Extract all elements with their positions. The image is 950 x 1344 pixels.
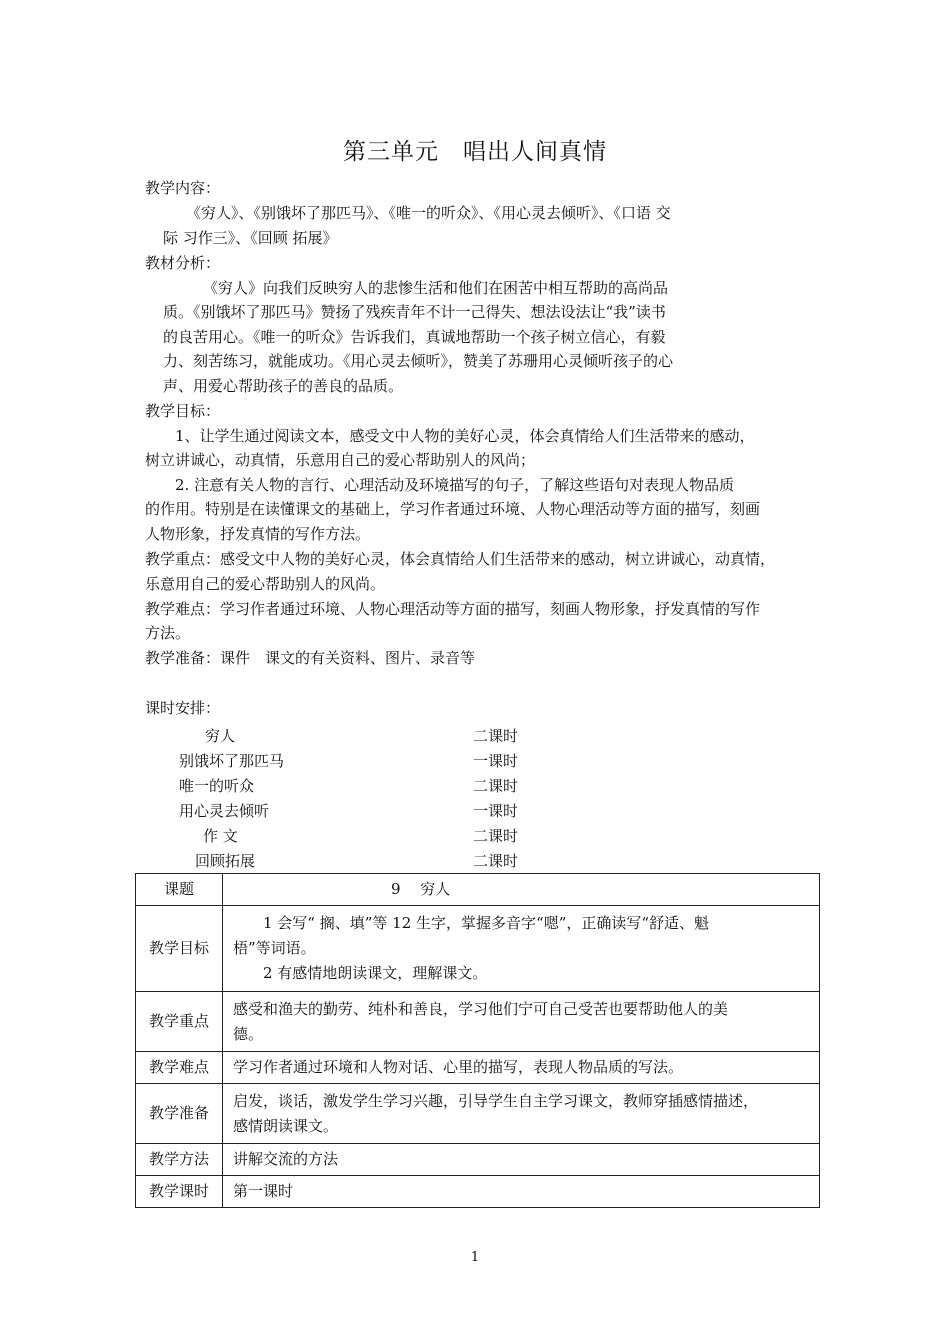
page-number: 1	[470, 1250, 480, 1265]
prep-cell	[223, 1084, 820, 1144]
content-label: 教学内容：	[145, 179, 221, 197]
schedule-lesson-hours: 二课时	[473, 727, 519, 745]
schedule-lesson-name: 回顾拓展	[195, 852, 256, 870]
goal-line: 梧”等词语。	[233, 939, 316, 957]
schedule-lesson-name: 穷人	[205, 727, 236, 745]
analysis-line: 声、用爱心帮助孩子的善良的品质。	[163, 377, 404, 395]
goal-cell	[223, 906, 820, 992]
difficulty-line: 教学难点：学习作者通过环境、人物心理活动等方面的描写，刻画人物形象，抒发真情的写作	[145, 600, 761, 618]
table-row	[136, 1052, 820, 1084]
key-point-line: 教学重点：感受文中人物的美好心灵，体会真情给人们生活带来的感动，树立讲诚心，动真情，	[145, 550, 776, 568]
table-row	[136, 906, 820, 992]
difficulty-line: 方法。	[145, 624, 191, 642]
table-row	[136, 992, 820, 1052]
goal-label: 教学目标	[136, 906, 223, 992]
schedule-label: 课时安排：	[145, 699, 221, 717]
schedule-lesson-hours: 二课时	[473, 827, 519, 845]
schedule-lesson-name: 用心灵去倾听	[179, 802, 270, 820]
schedule-lesson-hours: 一课时	[473, 802, 519, 820]
goal-line: 树立讲诚心，动真情，乐意用自己的爱心帮助别人的风尚；	[145, 451, 536, 469]
analysis-label: 教材分析：	[145, 254, 221, 272]
content-line: 《穷人》、《别饿坏了那匹马》、《唯一的听众》、《用心灵去倾听》、《口语 交	[186, 204, 671, 222]
period-label: 教学课时	[136, 1176, 223, 1208]
key-cell	[223, 992, 820, 1052]
schedule-lesson-name: 唯一的听众	[179, 777, 255, 795]
topic-value	[223, 874, 820, 906]
schedule-lesson-hours: 二课时	[473, 852, 519, 870]
lesson-plan-table	[135, 873, 820, 1208]
analysis-line: 《穷人》向我们反映穷人的悲惨生活和他们在困苦中相互帮助的高尚品	[203, 279, 669, 297]
schedule-lesson-name: 作 文	[203, 827, 238, 845]
schedule-lesson-hours: 二课时	[473, 777, 519, 795]
prep-line: 启发，谈话，激发学生学习兴趣，引导学生自主学习课文，教师穿插感情描述，	[233, 1091, 759, 1110]
method-value: 讲解交流的方法	[223, 1144, 820, 1176]
difficulty-label: 教学难点	[136, 1052, 223, 1084]
table-row	[136, 874, 820, 906]
goal-line: 1、让学生通过阅读文本，感受文中人物的美好心灵，体会真情给人们生活带来的感动，	[175, 427, 755, 445]
goal-line: 2 有感情地朗读课文，理解课文。	[263, 964, 488, 982]
method-label: 教学方法	[136, 1144, 223, 1176]
goals-label: 教学目标：	[145, 402, 221, 420]
table-row	[136, 1084, 820, 1144]
table-row	[136, 1176, 820, 1208]
preparation-line: 教学准备：课件 课文的有关资料、图片、录音等	[145, 649, 476, 667]
schedule-lesson-hours: 一课时	[473, 752, 519, 770]
key-line: 感受和渔夫的勤劳、纯朴和善良，学习他们宁可自己受苦也要帮助他人的美	[233, 999, 729, 1018]
prep-line: 感情朗读课文。	[233, 1116, 339, 1135]
goal-line: 人物形象，抒发真情的写作方法。	[145, 525, 371, 543]
analysis-line: 质。《别饿坏了那匹马》赞扬了残疾青年不计一己得失、想法设法让“我”读书	[163, 303, 666, 321]
goal-line: 2. 注意有关人物的言行、心理活动及环境描写的句子，了解这些语句对表现人物品质	[175, 476, 735, 494]
table-row	[136, 1144, 820, 1176]
key-line: 德。	[233, 1024, 264, 1043]
key-label: 教学重点	[136, 992, 223, 1052]
topic-text: 9 穷人	[391, 880, 451, 898]
prep-label: 教学准备	[136, 1084, 223, 1144]
page-title: 第三单元 唱出人间真情	[343, 139, 607, 165]
period-value: 第一课时	[223, 1176, 820, 1208]
goal-line: 1 会写“ 搁、填”等 12 生字，掌握多音字“嗯”，正确读写“舒适、魁	[263, 914, 710, 932]
key-point-line: 乐意用自己的爱心帮助别人的风尚。	[145, 575, 386, 593]
content-line: 际 习作三》、《回顾 拓展》	[163, 229, 338, 247]
analysis-line: 力、刻苦练习，就能成功。《用心灵去倾听》，赞美了苏珊用心灵倾听孩子的心	[163, 352, 674, 370]
difficulty-value: 学习作者通过环境和人物对话、心里的描写，表现人物品质的写法。	[223, 1052, 820, 1084]
goal-line: 的作用。特别是在读懂课文的基础上，学习作者通过环境、人物心理活动等方面的描写，刻画	[145, 500, 761, 518]
analysis-line: 的良苦用心。《唯一的听众》告诉我们，真诚地帮助一个孩子树立信心，有毅	[163, 328, 666, 346]
schedule-lesson-name: 别饿坏了那匹马	[179, 752, 285, 770]
topic-label: 课题	[136, 874, 223, 906]
